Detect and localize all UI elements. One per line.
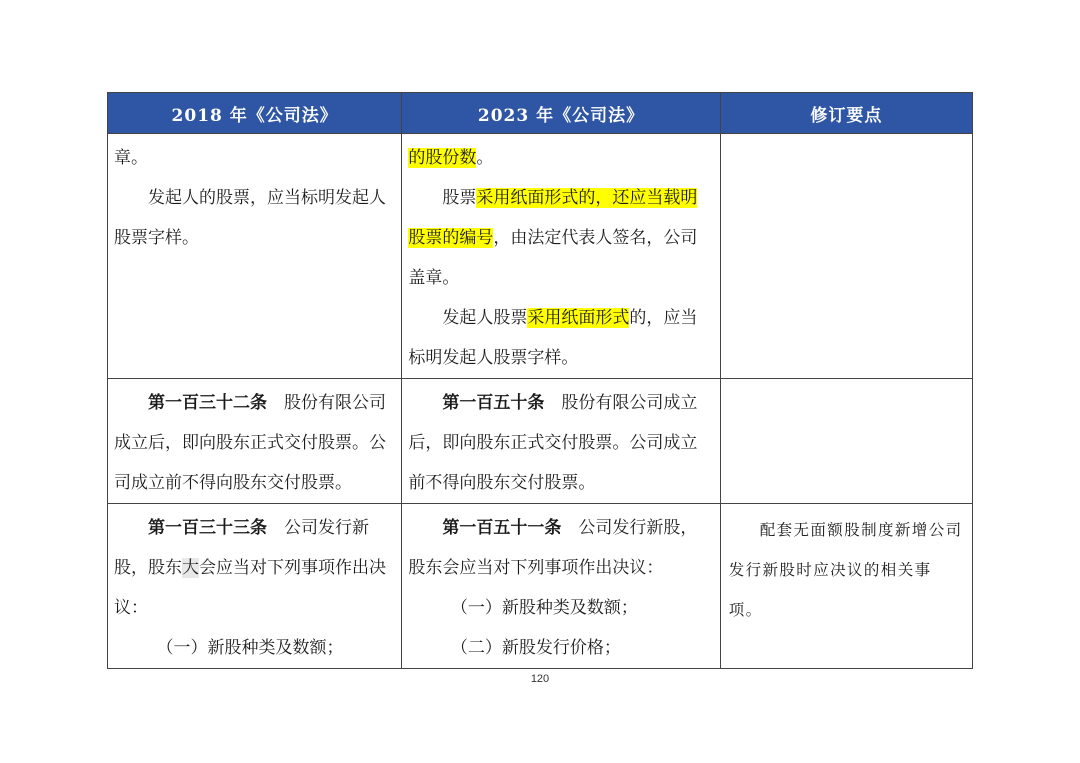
header-revision-points: 修订要点	[720, 93, 972, 134]
cell-text: 发起人股票	[442, 308, 528, 328]
cell-text: 股份有限公司成立后，即向股东正式交付股票。公司成立前不得向股东交付股票。	[408, 393, 698, 493]
cell-paragraph	[408, 508, 713, 588]
cell-text: 。	[476, 148, 494, 168]
cell-2023-law	[402, 134, 720, 379]
article-number: 第一百五十一条	[442, 518, 562, 538]
cell-2023-law	[402, 504, 720, 669]
cell-text: 股票	[442, 188, 477, 208]
table-row	[108, 134, 973, 379]
cell-2018-law	[108, 504, 402, 669]
cell-text: ，由法定代表人签名，公司盖章。	[408, 228, 698, 288]
cell-paragraph: 发起人的股票，应当标明发起人股票字样。	[114, 188, 386, 248]
comparison-table	[107, 92, 973, 669]
table-row	[108, 379, 973, 504]
cell-revision-note	[720, 504, 972, 669]
highlighted-text: 采用纸面形式的，还应当载明股票的编号	[408, 188, 698, 248]
header-2018-law: 2018 年《公司法》	[108, 93, 402, 134]
article-number: 第一百五十条	[442, 393, 545, 413]
cell-2018-law	[108, 379, 402, 504]
note-text	[721, 134, 972, 140]
table-row	[108, 504, 973, 669]
cell-text: 公司发行新股，股东	[114, 518, 369, 578]
highlighted-text: 的股份数	[408, 148, 477, 168]
cell-revision-note	[720, 379, 972, 504]
cell-paragraph	[408, 383, 713, 503]
list-item: （一）新股种类及数额；	[450, 598, 638, 618]
cell-2018-law	[108, 134, 402, 379]
cell-paragraph	[114, 508, 395, 628]
article-number: 第一百三十二条	[148, 393, 267, 413]
list-item: （二）新股发行价格；	[450, 638, 621, 658]
header-2023-law: 2023 年《公司法》	[402, 93, 720, 134]
cell-text: 的，应当标明发起人股票字样。	[408, 308, 698, 368]
cell-text	[408, 138, 713, 178]
cell-text: 公司发行新股，股东会应当对下列事项作出决议：	[408, 518, 698, 578]
cell-text: 章。	[114, 148, 148, 168]
cell-text: 股份有限公司成立后，即向股东正式交付股票。公司成立前不得向股东交付股票。	[114, 393, 386, 493]
list-item: （一）新股种类及数额；	[156, 638, 344, 658]
note-text: 配套无面额股制度新增公司发行新股时应决议的相关事项。	[728, 521, 963, 619]
highlighted-text: 采用纸面形式	[527, 308, 630, 328]
cell-paragraph	[408, 178, 713, 298]
cell-2023-law	[402, 379, 720, 504]
article-number: 第一百三十三条	[148, 518, 267, 538]
table-header-row	[108, 93, 973, 134]
cell-revision-note	[720, 134, 972, 379]
cell-text: 会应当对下列事项作出决议：	[114, 558, 386, 618]
cell-paragraph	[114, 383, 395, 503]
page-number: 120	[530, 673, 550, 685]
cell-paragraph	[408, 298, 713, 378]
note-text	[721, 379, 972, 385]
shaded-text: 大	[182, 558, 199, 578]
